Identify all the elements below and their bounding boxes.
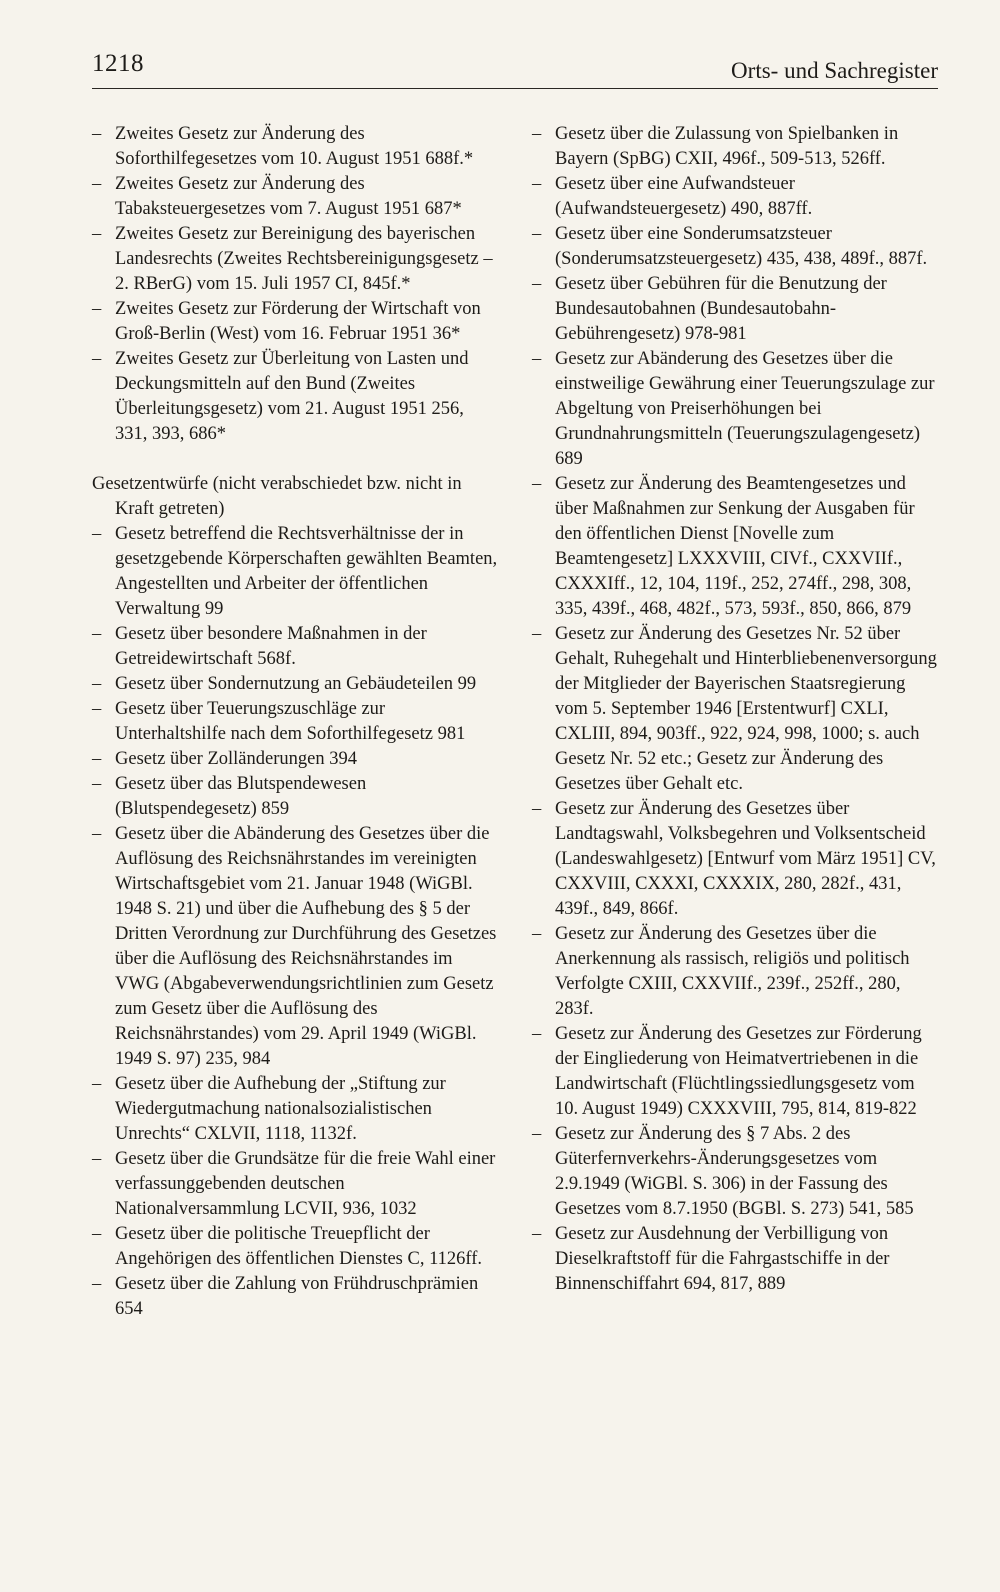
- entry-dash: –: [92, 824, 102, 844]
- entry-text: Gesetz über die Zulassung von Spielbanken in Bayern (SpBG) CXII, 496f., 509-513, 526ff.: [555, 124, 899, 169]
- entry-dash: –: [92, 124, 102, 144]
- right-column: [532, 122, 942, 1297]
- entry-dash: –: [532, 349, 542, 369]
- entry-text: Zweites Gesetz zur Bereinigung des bayerischen Landesrechts (Zweites Rechtsbereinigungsgesetz – 2. RBerG) vom 15. Juli 1957 CI, 845f.*: [115, 224, 493, 294]
- index-entry: [532, 797, 942, 922]
- index-entry: [532, 222, 942, 272]
- index-entry: [532, 122, 942, 172]
- entry-text: Gesetz über Gebühren für die Benutzung der Bundesautobahnen (Bundesautobahn-Gebührengesetz) 978-981: [555, 274, 887, 344]
- entry-text: Gesetz zur Änderung des Gesetzes über die Anerkennung als rassisch, religiös und politisch Verfolgte CXIII, CXXVIIf., 239f., 252ff., 280, 283f.: [555, 924, 910, 1019]
- left-column: [92, 122, 498, 1322]
- entry-dash: –: [92, 224, 102, 244]
- entry-text: Gesetz zur Änderung des Gesetzes zur Förderung der Eingliederung von Heimatvertriebenen in die Landwirtschaft (Flüchtlingssiedlungsgesetz vom 10. August 1949) CXXXVIII, 795, 814, 819-822: [555, 1024, 922, 1119]
- entry-text: Gesetz zur Änderung des Gesetzes über Landtagswahl, Volksbegehren und Volksentscheid (Landeswahlgesetz) [Entwurf vom März 1951] CV, CXXVIII, CXXXI, CXXXIX, 280, 282f., 431, 439f., 849, 866f.: [555, 799, 936, 919]
- entry-dash: –: [92, 1074, 102, 1094]
- entry-dash: –: [92, 774, 102, 794]
- running-head: Orts- und Sachregister: [731, 58, 938, 83]
- entry-dash: –: [532, 1024, 542, 1044]
- entry-text: Gesetz über die Aufhebung der „Stiftung zur Wiedergutmachung nationalsozialistischen Unrechts“ CXLVII, 1118, 1132f.: [115, 1074, 446, 1144]
- entry-dash: –: [92, 299, 102, 319]
- page-number: 1218: [92, 50, 144, 77]
- entry-text: Gesetz zur Änderung des Beamtengesetzes und über Maßnahmen zur Senkung der Ausgaben für den öffentlichen Dienst [Novelle zum Beamtengesetz] LXXXVIII, CIVf., CXXVIIf., CXXXIff., 12, 104, 119f., 252, 274ff., 298, 308, 335, 439f., 468, 482f., 573, 593f., 850, 866, 879: [555, 474, 915, 619]
- entry-dash: –: [532, 924, 542, 944]
- entry-text: Zweites Gesetz zur Förderung der Wirtschaft von Groß-Berlin (West) vom 16. Februar 1951 36*: [115, 299, 481, 344]
- entry-text: Gesetz über besondere Maßnahmen in der Getreidewirtschaft 568f.: [115, 624, 427, 669]
- entry-dash: –: [532, 274, 542, 294]
- entry-dash: –: [532, 474, 542, 494]
- entry-text: Zweites Gesetz zur Überleitung von Lasten und Deckungsmitteln auf den Bund (Zweites Überleitungsgesetz) vom 21. August 1951 256, 331, 393, 686*: [115, 349, 469, 444]
- entry-text: Gesetz über das Blutspendewesen (Blutspendegesetz) 859: [115, 774, 367, 819]
- index-entry: [532, 1122, 942, 1222]
- index-entry: [92, 622, 498, 672]
- entry-dash: –: [92, 699, 102, 719]
- entry-dash: –: [532, 1224, 542, 1244]
- index-entry: [92, 1222, 498, 1272]
- entry-dash: –: [532, 124, 542, 144]
- entry-text: Gesetz zur Änderung des § 7 Abs. 2 des Güterfernverkehrs-Änderungsgesetzes vom 2.9.1949 (WiGBl. S. 306) in der Fassung des Gesetzes vom 8.7.1950 (BGBl. S. 273) 541, 585: [555, 1124, 914, 1219]
- entry-text: Gesetz zur Abänderung des Gesetzes über die einstweilige Gewährung einer Teuerungszulage zur Abgeltung von Preiserhöhungen bei Grundnahrungsmitteln (Teuerungszulagengesetz) 689: [555, 349, 935, 469]
- entry-dash: –: [92, 749, 102, 769]
- entry-text: Gesetz über Sondernutzung an Gebäudeteilen 99: [115, 674, 477, 694]
- entry-dash: –: [532, 174, 542, 194]
- entry-dash: –: [532, 624, 542, 644]
- entry-text: Gesetz über Teuerungszuschläge zur Unterhaltshilfe nach dem Soforthilfegesetz 981: [115, 699, 466, 744]
- entry-dash: –: [92, 624, 102, 644]
- index-entry: [92, 1072, 498, 1147]
- index-entry: [92, 772, 498, 822]
- index-entry: [532, 347, 942, 472]
- index-entry: [532, 472, 942, 622]
- entry-text: Gesetz zur Ausdehnung der Verbilligung von Dieselkraftstoff für die Fahrgastschiffe in der Binnenschiffahrt 694, 817, 889: [555, 1224, 890, 1294]
- index-entry: [532, 172, 942, 222]
- index-heading: Gesetzentwürfe (nicht verabschiedet bzw. nicht in Kraft getreten): [92, 474, 462, 519]
- index-entry: [92, 172, 498, 222]
- index-entry: [532, 1222, 942, 1297]
- index-entry: [92, 1272, 498, 1322]
- entry-dash: –: [532, 1124, 542, 1144]
- index-entry: [92, 347, 498, 447]
- page-header: [92, 50, 938, 90]
- entry-dash: –: [92, 674, 102, 694]
- entry-text: Gesetz über eine Sonderumsatzsteuer (Sonderumsatzsteuergesetz) 435, 438, 489f., 887f.: [555, 224, 928, 269]
- entry-dash: –: [532, 224, 542, 244]
- entry-dash: –: [92, 1274, 102, 1294]
- entry-text: Gesetz betreffend die Rechtsverhältnisse der in gesetzgebende Körperschaften gewählten Beamten, Angestellten und Arbeiter der öffentlichen Verwaltung 99: [115, 524, 498, 619]
- entry-dash: –: [92, 524, 102, 544]
- entry-text: Gesetz über die Abänderung des Gesetzes über die Auflösung des Reichsnährstandes im vereinigten Wirtschaftsgebiet vom 21. Januar 1948 (WiGBl. 1948 S. 21) und über die Aufhebung des § 5 der Dritten Verordnung zur Durchführung des Gesetzes über die Auflösung des Reichsnährstandes im VWG (Abgabeverwendungsrichtlinien zum Gesetz zum Gesetz über die Auflösung des Reichsnährstandes) vom 29. April 1949 (WiGBl. 1949 S. 97) 235, 984: [115, 824, 497, 1069]
- index-entry: [532, 1022, 942, 1122]
- index-entry: [532, 272, 942, 347]
- index-entry: [92, 122, 498, 172]
- index-entry: [92, 222, 498, 297]
- entry-dash: –: [92, 174, 102, 194]
- entry-dash: –: [532, 799, 542, 819]
- index-entry: [92, 822, 498, 1072]
- entry-dash: –: [92, 349, 102, 369]
- entry-text: Zweites Gesetz zur Änderung des Soforthilfegesetzes vom 10. August 1951 688f.*: [115, 124, 474, 169]
- entry-dash: –: [92, 1224, 102, 1244]
- entry-text: Gesetz über die politische Treuepflicht der Angehörigen des öffentlichen Dienstes C, 1126ff.: [115, 1224, 483, 1269]
- index-entry: [532, 622, 942, 797]
- entry-dash: –: [92, 1149, 102, 1169]
- entry-text: Gesetz über die Grundsätze für die freie Wahl einer verfassunggebenden deutschen Nationalversammlung LCVII, 936, 1032: [115, 1149, 496, 1219]
- entry-text: Gesetz über Zolländerungen 394: [115, 749, 357, 769]
- index-entry: [92, 747, 498, 772]
- index-entry: [92, 522, 498, 622]
- index-entry: [92, 697, 498, 747]
- index-entry: [92, 672, 498, 697]
- entry-text: Gesetz zur Änderung des Gesetzes Nr. 52 über Gehalt, Ruhegehalt und Hinterbliebenenversorgung der Mitglieder der Bayerischen Staatsregierung vom 5. September 1946 [Erstentwurf] CXLI, CXLIII, 894, 903ff., 922, 924, 998, 1000; s. auch Gesetz Nr. 52 etc.; Gesetz zur Änderung des Gesetzes über Gehalt etc.: [555, 624, 937, 794]
- entry-text: Gesetz über eine Aufwandsteuer (Aufwandsteuergesetz) 490, 887ff.: [555, 174, 813, 219]
- entry-text: Gesetz über die Zahlung von Frühdruschprämien 654: [115, 1274, 479, 1319]
- index-entry: [532, 922, 942, 1022]
- entry-text: Zweites Gesetz zur Änderung des Tabaksteuergesetzes vom 7. August 1951 687*: [115, 174, 462, 219]
- index-entry: [92, 297, 498, 347]
- index-entry: [92, 1147, 498, 1222]
- header-rule: [92, 88, 938, 89]
